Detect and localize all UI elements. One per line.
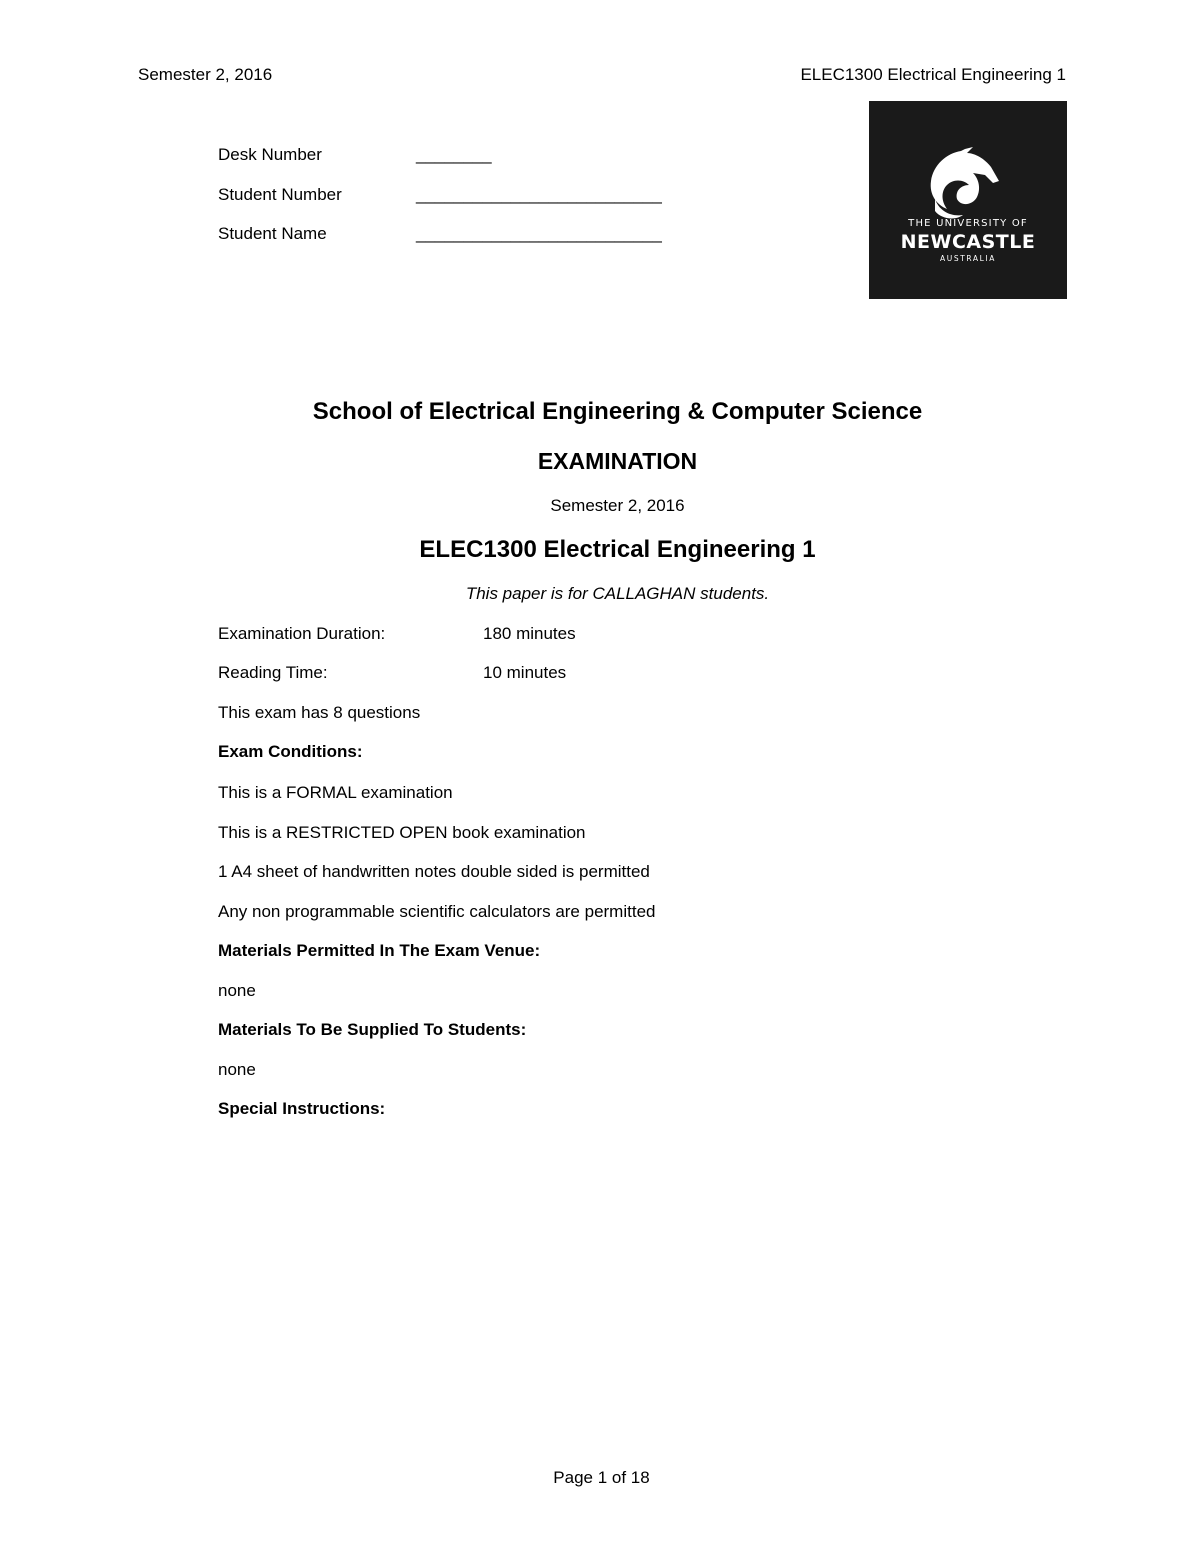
horse-head-icon [869,101,1067,299]
logo-text-australia: AUSTRALIA [940,254,996,263]
university-logo [869,101,1067,299]
condition-notes: 1 A4 sheet of handwritten notes double sided is permitted [218,862,650,881]
exam-heading: EXAMINATION [537,448,698,474]
student-number-line: __________________________ [416,185,662,204]
logo-text-newcastle: NEWCASTLE [900,231,1036,253]
logo-text-university-of: THE UNIVERSITY OF [908,218,1028,229]
semester-line: Semester 2, 2016 [550,496,685,515]
duration-value: 180 minutes [483,624,576,643]
materials-permitted-heading: Materials Permitted In The Exam Venue: [218,941,541,960]
condition-formal: This is a FORMAL examination [218,783,453,802]
student-name-label: Student Name [218,224,327,243]
materials-supplied-value: none [218,1060,256,1079]
course-title: ELEC1300 Electrical Engineering 1 [419,536,816,563]
condition-open-book: This is a RESTRICTED OPEN book examination [218,823,586,842]
reading-time-label: Reading Time: [218,663,328,682]
campus-note: This paper is for CALLAGHAN students. [465,584,770,603]
page-number: Page 1 of 18 [553,1468,650,1487]
student-number-label: Student Number [218,185,342,204]
question-count: This exam has 8 questions [218,703,421,722]
header-semester: Semester 2, 2016 [138,65,273,84]
special-instructions-heading: Special Instructions: [218,1099,386,1118]
materials-permitted-value: none [218,981,256,1000]
desk-number-line: ________ [416,145,492,164]
desk-number-label: Desk Number [218,145,322,164]
condition-calculators: Any non programmable scientific calculators are permitted [218,902,656,921]
header-course: ELEC1300 Electrical Engineering 1 [800,65,1066,84]
student-name-line: __________________________ [416,224,662,243]
conditions-heading: Exam Conditions: [218,742,363,761]
school-title: School of Electrical Engineering & Computer Science [312,398,923,425]
reading-time-value: 10 minutes [483,663,567,682]
materials-supplied-heading: Materials To Be Supplied To Students: [218,1020,527,1039]
duration-label: Examination Duration: [218,624,386,643]
